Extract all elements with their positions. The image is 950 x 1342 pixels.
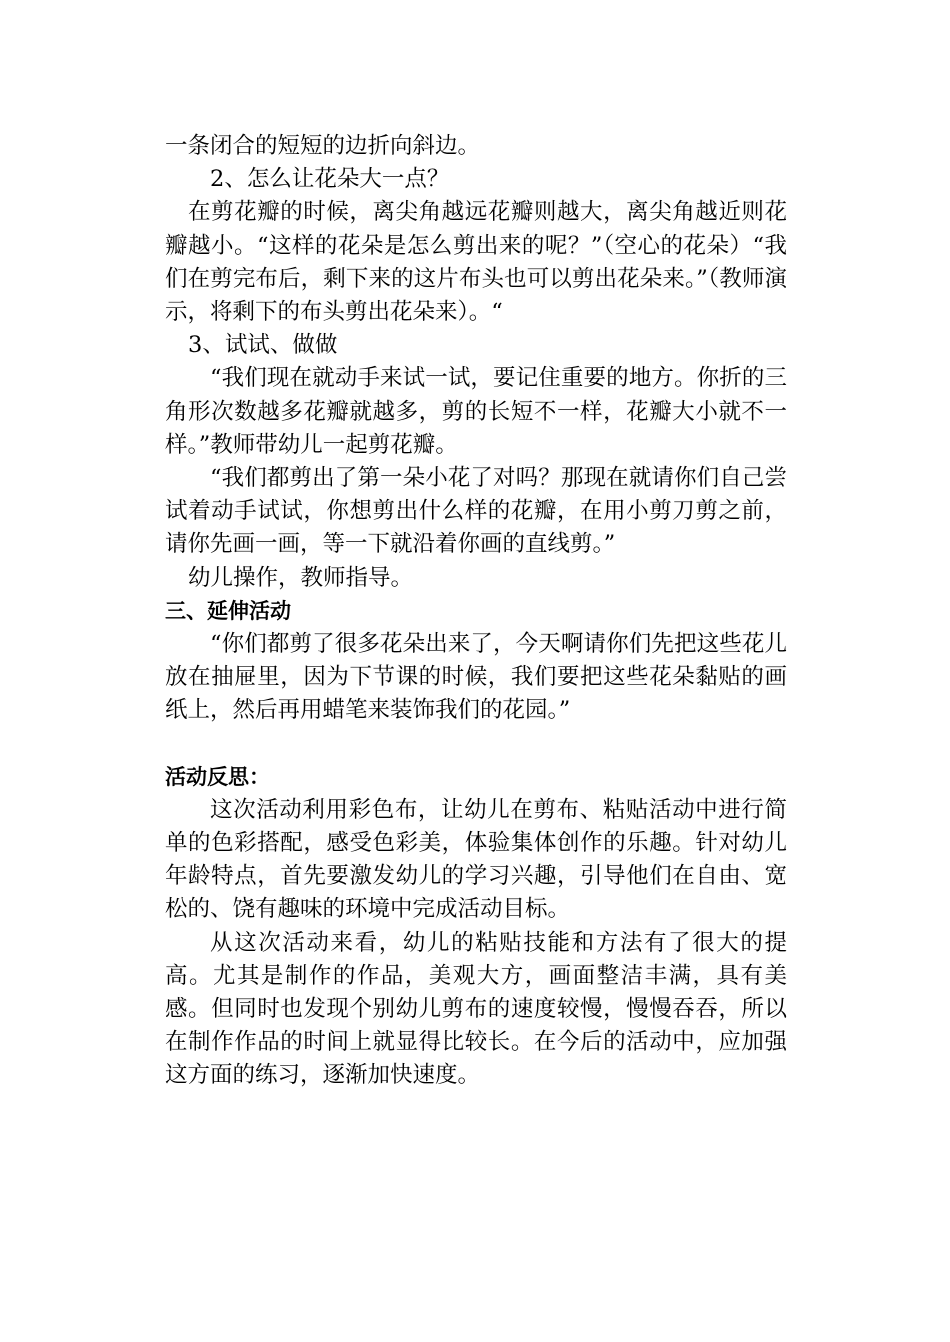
paragraph-petal-size: 在剪花瓣的时候，离尖角越远花瓣则越大，离尖角越近则花瓣越小。“这样的花朵是怎么剪出来的呢？”（空心的花朵）“我们在剪完布后，剩下来的这片布头也可以剪出花朵来。”（教师演示，将剩下的布头剪出花朵来）。“ — [165, 199, 787, 326]
paragraph-fold-step: 一条闭合的短短的边折向斜边。 — [165, 133, 481, 159]
section-heading-extension: 三、延伸活动 — [165, 598, 291, 623]
section-heading-reflection: 活动反思： — [165, 764, 270, 789]
paragraph-reflection-2: 从这次活动来看，幼儿的粘贴技能和方法有了很大的提高。尤其是制作的作品，美观大方，画面整洁丰满，具有美感。但同时也发现个别幼儿剪布的速度较慢，慢慢吞吞，所以在制作作品的时间上就显得比较长。在今后的活动中，应加强这方面的练习，逐渐加快速度。 — [165, 929, 787, 1089]
subheading-bigger-flower: 2、怎么让花朵大一点？ — [210, 166, 450, 193]
paragraph-child-operation: 幼儿操作，教师指导。 — [188, 564, 414, 591]
blank-line — [165, 728, 787, 761]
subheading-try-it: 3、试试、做做 — [188, 332, 338, 359]
paragraph-extension: “你们都剪了很多花朵出来了，今天啊请你们先把这些花儿放在抽屉里，因为下节课的时候，我们要把这些花朵黏贴的画纸上，然后再用蜡笔来装饰我们的花园。” — [165, 631, 787, 724]
document-body — [165, 130, 787, 1093]
paragraph-first-flower: “我们都剪出了第一朵小花了对吗？那现在就请你们自己尝试着动手试试，你想剪出什么样的花瓣，在用小剪刀剪之前，请你先画一画，等一下就沿着你画的直线剪。” — [165, 465, 787, 558]
paragraph-reflection-1: 这次活动利用彩色布，让幼儿在剪布、粘贴活动中进行简单的色彩搭配，感受色彩美，体验集体创作的乐趣。针对幼儿年龄特点，首先要激发幼儿的学习兴趣，引导他们在自由、宽松的、饶有趣味的环境中完成活动目标。 — [165, 796, 787, 923]
paragraph-try-instructions: “我们现在就动手来试一试，要记住重要的地方。你折的三角形次数越多花瓣就越多，剪的长短不一样，花瓣大小就不一样。”教师带幼儿一起剪花瓣。 — [165, 365, 787, 458]
